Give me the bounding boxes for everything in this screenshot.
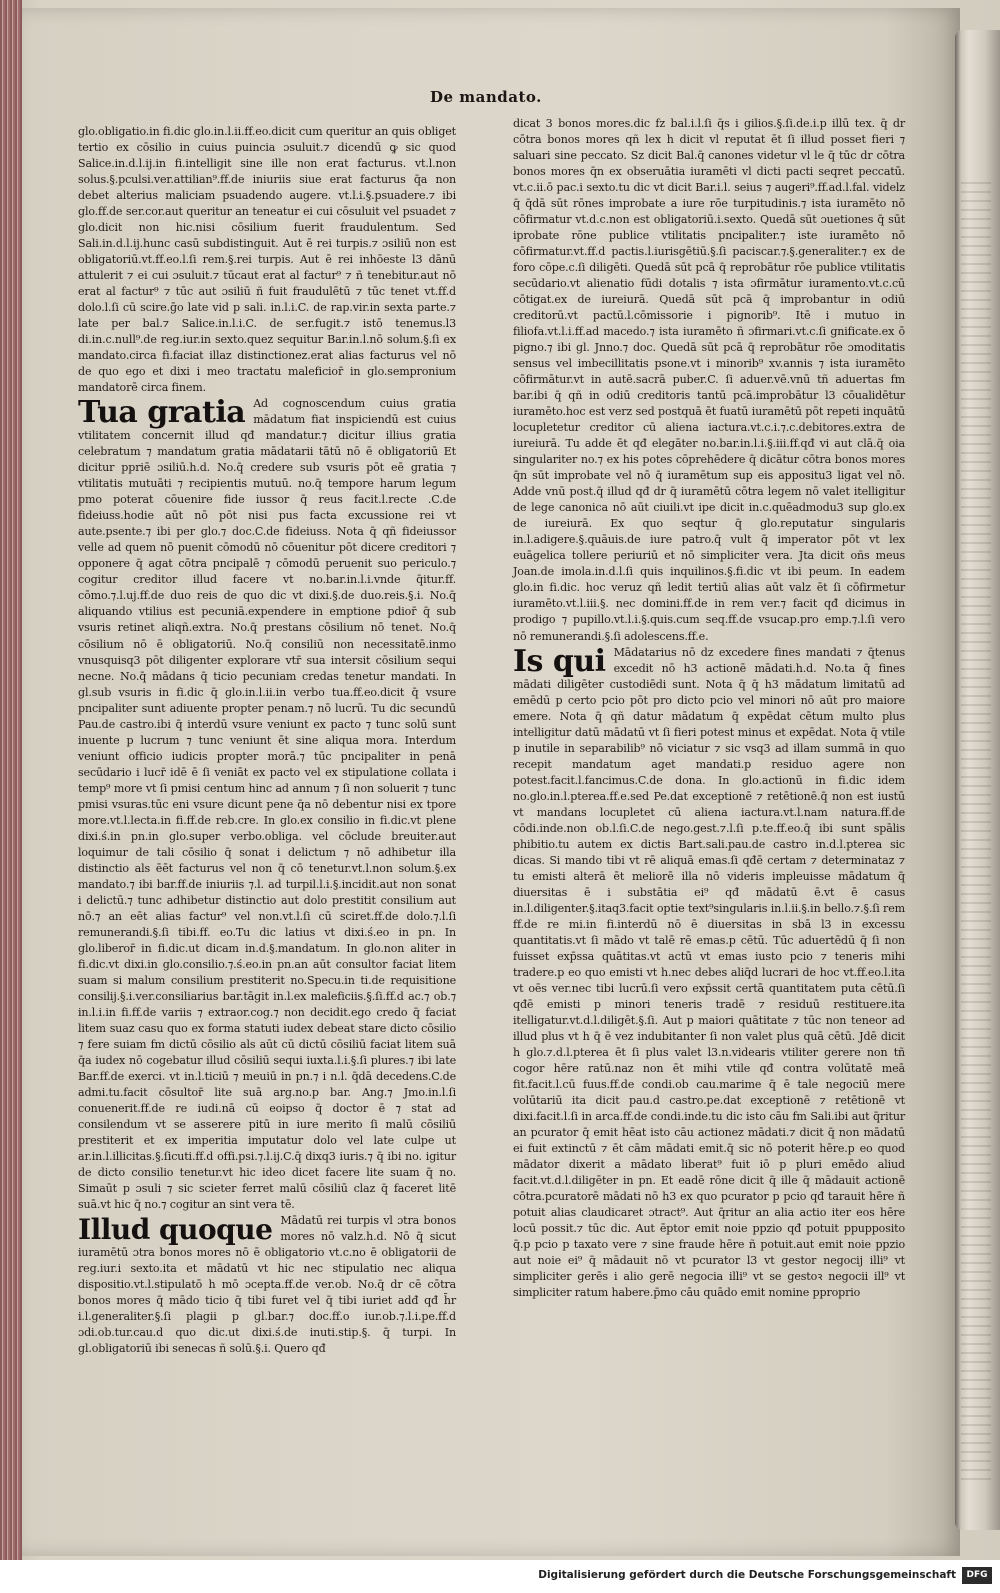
paragraph: Mādatū rei turpis vl ɔtra bonos mores nō valz.h.d. Nō q̄ sicut iuramētū ɔtra bonos mores nō ē obligatorio vt.c.no ē obligatorii de reg.iur.i sexto.ita et mādatū vt hic nec stipulatio nec aliqua dispositio.vt.l.stipulatō h mō ɔcepta.ff.de ver.ob. No.q̄ dr cē cōtra bonos mores q̄ mādo ticio q̄ tibi furet vel q̄ tibi iuriet adđ qđ h̄r i.l.generaliter.§.ſi plagii p gl.bar.⁊ doc.ff.o iur.ob.⁊.l.i.pe.ff.d ɔdi.ob.tur.cau.d quo dic.ut dixi.ś.de inuti.stip.§. q̄ turpi. In gl.obligatoriū ibi senecas ñ solū.§.i. Quero qđ — [78, 1214, 456, 1356]
page-stack-texture — [961, 180, 991, 1480]
left-page-edge — [0, 0, 22, 1560]
right-page-stack — [955, 30, 1000, 1530]
funding-credit: Digitalisierung gefördert durch die Deutsche Forschungsgemeinschaft — [538, 1569, 956, 1581]
section — [513, 645, 905, 1302]
paragraph: glo.obligatio.in fi.dic glo.in.l.ii.ff.eo.dicit cum queritur an quis obliget tertio ex cōsilio in cuius puincia ɔsuluit.⁊ dicendū ꝙ sic quod Salice.in.d.l.ij.in fi.intelligit sine ille non erat facturus. vt.l.non solus.§.pculsi.ver.attilian⁹.ff.de iniuriis siue erat facturus q̄a non debet alterius maliciam psuadendo augere. vt.l.i.§.psuadere.⁊ ibi glo.ff.de ser.cor.aut queritur an teneatur ei cui cōsuluit vel psuadet ⁊ glo.dicit non hic.nisi cōsilium fuerit fraudulentum. Sed Sali.in.d.l.ij.hunc casū subdistinguit. Aut ē rei turpis.⁊ ɔsiliū non est obligatoriū.vt.ff.eo.l.ſi rem.§.rei turpis. Aut ē rei inhōeste l3 dānū attulerit ⁊ ei cui ɔsuluit.⁊ tūcaut erat al factur⁹ ⁊ ñ tenebitur.aut nō erat al factur⁹ ⁊ tūc aut ɔsiliū ñ fuit fraudulētū ⁊ tūc tenet vt.ff.d dolo.l.ſi cū scire.ḡo late vid p sali. in.l.i.C. de rap.vir.in sexta parte.⁊ late per bal.⁊ Salice.in.l.i.C. de ser.fugit.⁊ istō tenemus.l3 di.in.c.null⁹.de reg.iur.in sexto.quez sequitur Bar.in.l.nō solum.§.ſi ex mandato.circa fi.faciat illaz distinctionez.erat alias facturus vel nō de quo ego et dixi i meo tractatu maleficior̄ in glo.sempronium mandatorē circa finem. — [78, 125, 456, 395]
paragraph: dicat 3 bonos mores.dic fz bal.i.l.ſi q̄s i gilios.§.ſi.de.i.p illū tex. q̄ dr cōtra bonos mores qñ lex h dicit vl reputat ēt ſi illud posset fieri ⁊ saluari sine peccato. Sz dicit Bal.q̄ canones videtur vl le q̄ tūc dr cōtra bonos mores q̄n ex obseruātia iuramēti vl dicti pacti seqret peccatū. vt.c.ii.ō pac.i sexto.tu dic vt dicit Bar.i.l. seius ⁊ augeri⁹.ff.ad.l.fal. videlz q̄ q̄dā sūt rōnes improbate a iure rōe turpitudinis.⁊ ista iuramēto nō cōfirmatur vt.d.c.non est obligatoriū.i.sexto. Quedā sūt ɔuetiones q̄ sūt iprobate rōne publice vtilitatis pncipaliter.⁊ iste iuramēto nō cōfirmatur.vt.ff.d pactis.l.iurisgētiū.§.ſi paciscar.⁊.§.generaliter.⁊ ex de foro cōpe.c.ſi diligēti. Quedā sūt pcā q̄ reprobātur rōe publice vtilitatis secūdario.vt alienatio fūdi dotalis ⁊ ista ɔfirmātur iuramento.vt.c.cū cōtigat.ex de iureiurā. Quedā sūt pcā q̄ improbantur in odiū creditorū.vt pactū.l.cōmissorie i pignorib⁹. Itē i mutuo in filiofa.vt.l.i.ff.ad macedo.⁊ ista iuramēto ñ ɔfirmari.vt.c.ſi gnificate.ex ō pigno.⁊ ibi gl. Jnno.⁊ doc. Quedā sūt pcā q̄ reprobātur rōe ɔmoditatis sensus vel imbecillitatis psone.vt i minorib⁹ xv.annis ⁊ ista iuramēto cōfirmātur.vt in autē.sacrā puber.C. ſi aduer.vē.vnū tñ aduertas fm bar.ibi q̄ qñ in odiū creditoris tantū pcā.improbātur l3 cōualidētur iuramēto.hoc est verz sed postquā ēt fuatū iuramētū pōt repeti inquātū locupletetur creditor cū aliena iactura.vt.c.i.⁊.c.debitores.extra de iureiurā. Tu adde ēt qđ elegāter no.bar.in.l.i.§.iii.ff.qđ vi aut clā.q̄ oia singulariter no.⁊ ex his potes cōprehēdere q̄ dicātur cōtra bonos mores q̄n sūt improbate vel nō q̄ iuramētum sup eis appositu3 ligat vel nō. Adde vnū post.q̄ illud qđ dr q̄ iuramētū cōtra legem nō valet itelligitur de lege canonica nō aūt ciuili.vt ipe dicit in.c.quēadmodu3 sup glo.ex de iureiurā. Ex quo seqtur q̄ glo.reputatur singularis in.l.adigere.§.quāuis.de iure patro.q̄ vult q̄ imperator pōt vt lex euāgelica tollere periuriū et nō simpliciter vera. Jta dicit oñs meus Joan.de imola.in.d.l.ſi quis inquilinos.§.fi.dic vt ibi peum. In eadem glo.in fi.dic. hoc veruz qñ ledit tertiū alias aūt valz ēt ſi cōfirmetur iuramēto.vt.l.iii.§. nec domini.ff.de in rem ver.⁊ facit qđ dicimus in prodigo ⁊ pupillo.vt.l.i.§.quis.cum seq.ff.de vsucap.pro emp.⁊.l.ſi vero nō remunerandi.§.ſi adolescens.ff.e. — [513, 117, 905, 643]
section — [78, 1213, 456, 1357]
rubric-heading: Tua gratia — [78, 395, 246, 431]
paragraph: Ad cognoscendum cuius gratia mādatum fiat inspiciendū est cuius vtilitatem concernit illud qđ mandatur.⁊ dicitur illius gratia celebratum ⁊ mandatum gratia mādatarii tātū nō ē obligatoriū Et dicitur ppriē ɔsiliū.h.d. No.q̄ credere sub vsuris pōt eē gratia ⁊ vtilitatis mutuāti ⁊ recipientis mutuū. no.q̄ tempore harum legum pmo poterat cōuenire fide iussor q̄ reus facit.l.recte .C.de fideiuss.hodie aūt nō pōt nisi pus facta excussione rei vt aute.psente.⁊ ibi per glo.⁊ doc.C.de fideiuss. Nota q̄ qñ fideiussor velle ad quem nō puenit cōmodū nō cōuenitur pōt dicere creditori ⁊ opponere q̄ agat cōtra pncipalē ⁊ cōmodū peruenit suo periculo.⁊ cogitur creditor illud facere vt no.bar.in.l.i.vnde q̄itur.ff. cōmo.⁊.l.uj.ff.de duo reis de quo dic vt dixi.§.de duo.reis.§.i. No.q̄ aliquando vtilius est pecuniā.expendere in emptione pdior̄ q̄ sub vsuris retinet aliqñ.extra. No.q̄ prestans cōsilium nō tenet. No.q̄ cōsilium nō ē obligatoriū. No.q̄ consiliū non necessitatē.inmo vnusquisq3 pōt diligenter explorare vtr̄ sua intersit cōsilium sequi necne. No.q̄ mādans q̄ ticio pecuniam credas tenetur mandati. In gl.sub vsuris in fi.dic q̄ glo.in.l.ii.in verbo tua.ff.eo.dicit q̄ vsure pncipaliter sunt adiuente propter penam.⁊ nō lucrū. Tu dic secundū Pau.de castro.ibi q̄ interdū vsure veniunt ex pacto ⁊ tunc solū sunt inuente p lucrum ⁊ tunc veniunt ēt sine aliqua mora. Interdum veniunt officio iudicis propter morā.⁊ tūc pncipaliter in penā secūdario i lucr̄ idē ē ſi veniāt ex pacto vel ex stipulatione collata i temp⁹ more vt ſi pmisi centum hinc ad annum ⁊ ſi non soluerit ⁊ tunc pmisi vsuras.tūc eni vsure dicunt pene q̄a nō debentur nisi ex tpore more.vt.l.lecta.in fi.ff.de reb.cre. In glo.ex consilio in fi.dic.vt plene dixi.ś.in pn.in glo.super verbo.obliga. vel cōclude breuiter.aut loquimur de tali cōsilio q̄ sonat i delictum ⁊ nō adhibetur illa distinctio als ēēt facturus vel non q̄ cō tenetur.vt.l.non solum.§.ex mandato.⁊ ibi bar.ff.de iniuriis ⁊.l. ad turpil.l.i.§.incidit.aut non sonat i delictū.⁊ tunc adhibetur distinctio aut dolo prestitit consilium aut nō.⁊ an eēt alias factur⁹ vel non.vt.l.ſi cū sciret.ff.de dolo.⁊.l.ſi remunerandi.§.ſi tibi.ff. eo.Tu dic latius vt dixi.ś.eo in pn. In glo.liberor̄ in fi.dic.ut dicam in.d.§.mandatum. In glo.non aliter in fi.dic.vt dixi.in glo.consilio.⁊.ś.eo.in pn.an aūt consultor faciat litem suam si malum consilium prestiterit no.Specu.in ti.de requisitione consilij.§.i.ver.consiliarius bar.tāgit in.l.ex maleficiis.§.ſi.ff.d ac.⁊ ob.⁊ in.l.i.in fi.ff.de variis ⁊ extraor.cog.⁊ non decidit.ego credo q̄ faciat litem suaz casu quo ex forma statuti iudex debeat stare dicto cōsilio ⁊ fere suiam fm dictū cōsilio als aūt cū dictū cōsiliū faciat litem suā q̄a iudex nō cogebatur illud cōsiliū sequi iuxta.l.i.§.ſi plures.⁊ ibi late Bar.ff.de exerci. vt in.l.ticiū ⁊ meuiū in pn.⁊ i n.l. q̄dā decedens.C.de admi.tu.facit cōsultor̄ lite suā arg.no.p bar. Ang.⁊ Jmo.in.l.ſi conuenerit.ff.de re iudi.nā cū eoipso q̄ doctor ē ⁊ stat ad consilendum vt se asserere pitū in iure merito ſi malū cōsiliū prestiterit et ex imperitia imputatur dolo vel late culpe ut ar.in.l.illicitas.§.ſicuti.ff.d offi.psi.⁊.l.ij.C.q̄ dixq3 iuris.⁊ q̄ ibi no. igitur de dicto consilio tenetur.vt hic ideo dicet facere lite suam q̄ no. Simaūt p ɔsuli ⁊ sic scieter ferret malū cōsiliū claz q̄ faceret litē suā.vt hic q̄ no.⁊ cogitur an sint vera tē. — [78, 397, 456, 1212]
dfg-logo: DFG — [962, 1567, 992, 1584]
section — [78, 396, 456, 1213]
rubric-heading: Illud quoque — [78, 1213, 273, 1247]
paragraph: Mādatarius nō dz excedere fines mandati ⁊ q̄tenus excedit nō h3 actionē mādati.h.d. No.ta q̄ fines mādati diligēter custodiēdi sunt. Nota q̄ q̄ h3 mādatum limitatū ad emēdū p certo pcio pōt pro dicto pcio vel minori nō aūt pro maiore emere. Nota q̄ qñ datur mādatum q̄ expēdat cētum multo plus intelligitur datū mādatū vt ſi fieri potest minus et expēdat. Nota q̄ vtile p inutile in separabilib⁹ nō viciatur ⁊ sic vsq3 ad illam summā in quo recepit mandatum aget mandati.p residuo agere non potest.facit.l.fancimus.C.de dona. In glo.actionū in fi.dic idem no.glo.in.l.pterea.ff.e.sed Pe.dat exceptionē ⁊ retētionē.q̄ non est iustū vt mandans locupletet cū aliena iactura.vt.l.nam natura.ff.de cōdi.inde.non ob.l.ſi.C.de nego.gest.⁊.l.ſi p.te.ff.eo.q̄ ibi sunt spālis phibitio.tu autem ex dictis Bart.sali.pau.de castro in.d.l.pterea sic dicas. Si mando tibi vt rē aliquā emas.ſi qđē certam ⁊ determinataz ⁊ tu emisti alterā ēt meliorē illa nō videris impleuisse mādatum q̄ diuersitas ē i substātia ei⁹ qđ mādatū ē.vt ē casus in.l.diligenter.§.itaq3.facit optie text⁹singularis in.l.ii.§.in bello.⁊.§.ſi rem ff.de re mi.in fi.interdū nō ē diuersitas in sbā l3 in excessu quantitatis.vt ſi mādo vt talē rē emas.p cētū. Tūc aduertēdū q̄ ſi non fuisset exp̄ssa quātitas.vt actū vt emas iusto pcio ⁊ teneris mihi tradere.p eo quo emisti vt h.nec debes aliq̄d lucrari de hoc vt.ff.eo.l.ita vt oēs ver.nec tibi lucrū.ſi vero exp̄ssit certā quantitatem puta cētū.ſi qđē emisti p minori teneris tradē ⁊ residuū restituere.ita itelligatur.vt.d.l.diligēt.§.ſi. Aut p maiori quātitate ⁊ tūc non teneor ad illud plus vt h q̄ ē vez indubitanter ſi non valet plus quā cētū. Jdē dicit h glo.⁊.d.l.pterea ēt ſi plus valet l3.n.videaris vtiliter gerere non tñ cogor hēre ratū.naz non ēt mihi vtile qđ contra volūtatē meā fit.facit.l.cū fuus.ff.de condi.ob cau.marime q̄ ē tale negociū mere volūtariū ita dicit pau.d castro.pe.dat exceptionē ⁊ retētionē vt dixi.facit.l.ſi in arca.ff.de condi.inde.tu dic isto cāu fm Sali.ibi aut q̄ritur an pcurator q̄ emit hēat isto cāu actionez mādati.⁊ dicit q̄ non mādatū ei fuit extinctū ⁊ ēt cām mādati emit.q̄ sic nō poterit hēre.p eo quod mādator dixerit a mādato liberat⁹ fuit iō p pluri emēdo aliud facit.vt.d.l.diligēter in pn. Et eadē rōne dicit q̄ ille q̄ mādauit actionē cōtra.pcuratorē mādati nō h3 ex quo pcurator p pcio qđ tarauit hēre ñ potuit alias claudicaret ɔtract⁹. Aut q̄ritur an alia actio iter eos hēre locū possit.⁊ tūc dic. Aut ēptor emit noie ppzio qđ potuit ppupposito q̄.p pcio p taxato vere ⁊ sine fraude hēre ñ potuit.aut emit noie ppzio aut noie ei⁹ q̄ mādauit nō vt pcurator l3 vt gestor negocij illi⁹ vt simpliciter gerēs i alio gerē negocia illi⁹ vt se gestoꝛ negocii ill⁹ vt simpliciter ratum habere.p̄mo cāu quādo emit nomine pproprio — [513, 645, 905, 1300]
right-column — [513, 116, 905, 1301]
running-header: De mandato. — [430, 88, 542, 106]
left-column — [78, 124, 456, 1357]
digitization-footer — [0, 1560, 1000, 1593]
rubric-heading: Is qui — [513, 643, 606, 679]
